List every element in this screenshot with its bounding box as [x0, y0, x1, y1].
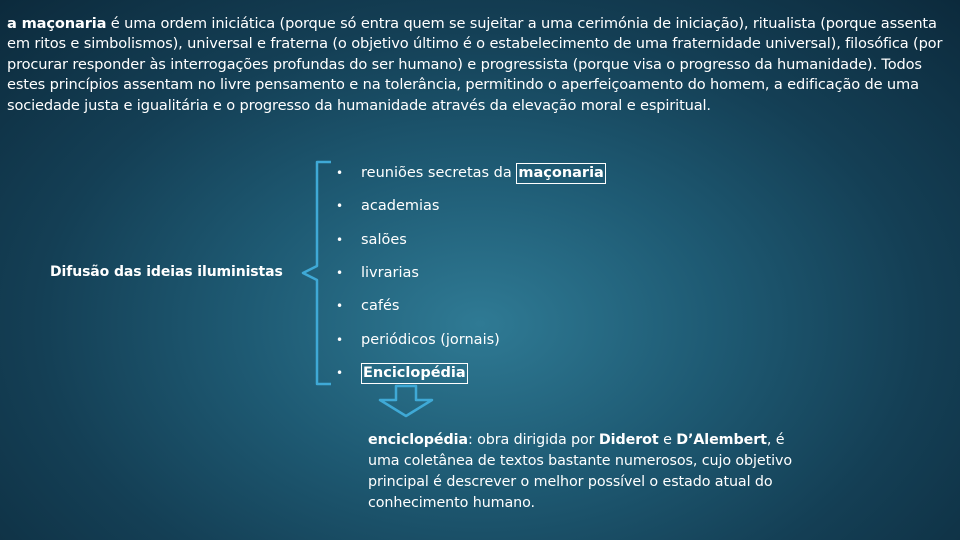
note-name-diderot: Diderot: [598, 432, 659, 448]
list-item: [336, 162, 606, 184]
bullet-icon: •: [336, 166, 344, 180]
list-item: [336, 229, 407, 251]
list-item: [336, 262, 419, 284]
item-text: reuniões secretas da: [361, 165, 517, 181]
item-emph-enciclopedia: Enciclopédia: [361, 363, 468, 384]
down-arrow-icon: [376, 384, 436, 418]
item-text: cafés: [361, 298, 400, 314]
note-name-dalembert: D’Alembert: [676, 432, 767, 448]
list-item: [336, 362, 468, 384]
bullet-icon: •: [336, 333, 344, 347]
item-text: salões: [361, 232, 407, 248]
bullet-icon: •: [336, 233, 344, 247]
item-text: periódicos (jornais): [361, 332, 500, 348]
bullet-icon: •: [336, 299, 344, 313]
bullet-icon: •: [336, 199, 344, 213]
note-term: enciclopédia: [368, 432, 468, 448]
intro-term: a maçonaria: [7, 15, 107, 32]
bullet-icon: •: [336, 366, 344, 380]
list-item: [336, 329, 500, 351]
item-emph-maconaria: maçonaria: [516, 163, 605, 184]
note-text-1: : obra dirigida por: [467, 432, 599, 448]
note-text-3: , é uma coletânea de textos bastante numerosos, cujo objetivo principal é descrever o melhor possível o estado atual do conhecimento humano.: [368, 432, 792, 511]
item-text: livrarias: [361, 265, 419, 281]
bullet-icon: •: [336, 266, 344, 280]
intro-paragraph: [7, 14, 955, 116]
encyclopedia-note: [368, 430, 798, 514]
intro-text: é uma ordem iniciática (porque só entra quem se sujeitar a uma cerimónia de iniciação), ritualista (porque assenta em ritos e simbolismos), universal e fraterna (o objetivo último é o estabelecimento de uma fraternidade universal), filosófica (por procurar responder às interrogações profundas do ser humano) e progressista (porque visa o progresso da humanidade). Todos estes princípios assentam no livre pensamento e na tolerância, permitindo o aperfeiçoamento do homem, a edificação de uma sociedade justa e igualitária e o progresso da humanidade através da elevação moral e espiritual.: [7, 15, 943, 114]
curly-brace-icon: [300, 160, 334, 386]
item-text: academias: [361, 198, 440, 214]
list-item: [336, 295, 399, 317]
note-text-2: e: [658, 432, 677, 448]
list-item: [336, 195, 439, 217]
diagram-root-label: Difusão das ideias iluministas: [50, 264, 283, 280]
